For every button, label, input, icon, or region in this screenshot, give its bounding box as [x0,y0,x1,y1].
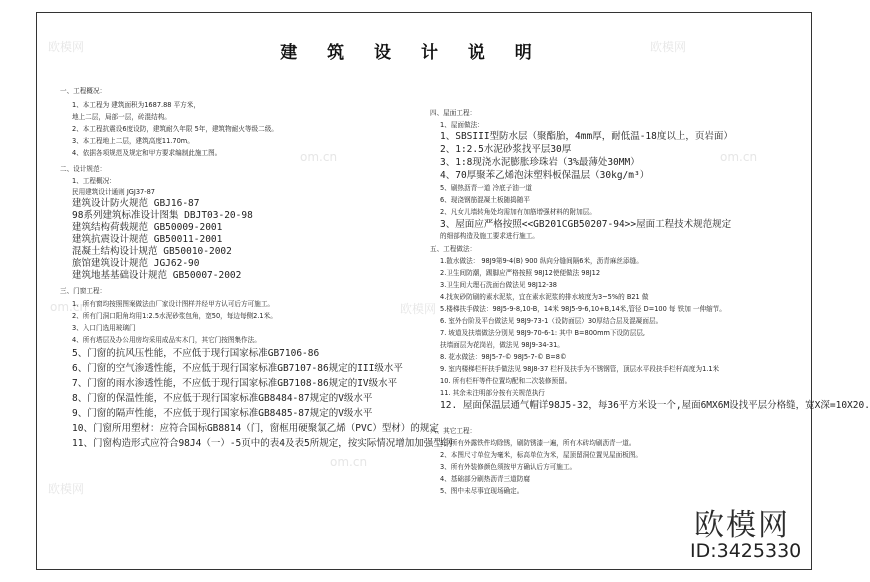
text-line: 5、图中未尽事宜现场确定。 [440,487,524,495]
text-line: 6. 室外台阶及平台做法见 98J9-73-1（设防面层）30厚结合层及混凝面层。 [440,317,663,325]
text-line: 1、本工程为 建筑面积为1687.88 平方米， [72,101,200,109]
watermark: 欧模网 [48,40,85,54]
text-line: 建筑设计防火规范 GBJ16-87 [72,198,200,209]
text-line: 1、所有窗均按照图案做法由厂家设计图样并经甲方认可后方可施工。 [72,300,275,308]
text-line: 9、门窗的隔声性能，不应低于现行国家标准GB8485-87规定的V级水平 [72,408,373,419]
text-line: 6、现浇钢筋混凝土板随捣随平 [440,196,530,204]
text-line: 2、凡女儿墙转角处均需加有加筋增强材料的附加层。 [440,208,596,216]
text-line: 7. 坡道及扶墙做法分别见 98J9-70-6-1: 其中 B=800mm下设防层层, [440,329,646,337]
text-line: 地上二层，局部一层，砖混结构。 [72,113,171,121]
text-line: 11. 其余未注明部分按有关规范执行 [440,389,545,397]
text-line: 建筑抗震设计规范 GB50011-2001 [72,234,223,245]
section-heading: 六、其它工程： [430,427,477,435]
text-line: 3、所有外装修颜色须按甲方确认后方可施工。 [440,463,577,471]
page-title: 建 筑 设 计 说 明 [280,43,544,63]
watermark: 欧模网 [650,40,687,54]
text-line: 旅馆建筑设计规范 JGJ62-90 [72,258,200,269]
text-line: 3、入口门选用玻璃门 [72,324,136,332]
text-line: 12. 屋面保温层通气帽详98J5-32，每36平方米设一个,屋面6MX6M设找平层分格缝，宽X深=10X20. [440,400,870,411]
text-line: 8. 花水做法：98J5-7-© 98J5-7-© B=8© [440,353,567,361]
text-line: 建筑结构荷载规范 GB50009-2001 [72,222,223,233]
drawing-frame [36,12,812,570]
text-line: 10、门窗所用塑材：应符合国标GB8814（门，窗框用硬聚氯乙烯（PVC）型材）的规定 [72,423,439,434]
text-line: 11、门窗构造形式应符合98J4（一）-5页中的表4及表5所规定，按实际情况增加加强型钢 [72,438,453,449]
text-line: 3、本工程地上二层，建筑高度11.70m。 [72,137,194,145]
text-line: 建筑地基基础设计规范 GB50007-2002 [72,270,242,281]
watermark: om.cn [720,150,758,164]
text-line: 1、工程概况： [72,177,116,185]
watermark: 欧模网 [400,302,437,316]
text-line: 2、1:2.5水泥砂浆找平层30厚 [440,144,572,155]
text-line: 2、所有门洞口阳角均用1:2.5水泥砂浆包角，宽50，每边每侧2.1米。 [72,312,277,320]
text-line: 5.楼梯扶手做法：98J5-9-8,10-B，14米 98J5-9-6,10+B,14米,管径 D=100 每 铁加 一伸缩节。 [440,305,726,313]
text-line: 98系列建筑标准设计图集 DBJT03-20-98 [72,210,253,221]
brand-logo: 欧模网 [694,508,790,543]
section-heading: 四、屋面工程： [430,109,477,117]
text-line: 2、本工程抗震设6度设防，建筑耐久年限 5年，建筑物耐火等级二级。 [72,125,278,133]
section-heading: 一、工程概况： [60,87,107,95]
text-line: 4.找灰砂防刷的素水泥浆，宜在素水泥浆的排水坡度为3~5%的 B21 做 [440,293,649,301]
text-line: 扶墙面层为花岗岩，做法见 98J9-34-31。 [440,341,564,349]
text-line: 4、依据各项规范及规定和甲方要求编制此施工图。 [72,149,222,157]
text-line: 4、70厚聚苯乙烯泡沫塑料板保温层（30kg/m³） [440,170,650,181]
text-line: 2、本图尺寸单位为毫米，标高单位为米，屋顶留洞位置见屋面板图。 [440,451,643,459]
text-line: 9. 室内楼梯栏杆扶手做法见 98J8-37 栏杆及扶手为不锈钢管，顶层水平段扶手栏杆高度为1.1米 [440,365,720,373]
text-line: 1、SBSIII型防水层（聚酯胎，4mm厚，耐低温-18度以上，页岩面） [440,131,733,142]
text-line: 8、门窗的保温性能，不应低于现行国家标准GB8484-87规定的V级水平 [72,393,373,404]
text-line: 1、屋面做法： [440,121,484,129]
watermark: om.cn [330,455,368,469]
text-line: 1、所有外露铁件均除锈，刷防锈漆一遍，所有木砖均刷沥青一道。 [440,439,636,447]
watermark: 欧模网 [48,482,85,496]
text-line: 5、刷热沥青一道 冷底子油一道 [440,184,533,192]
section-heading: 五、工程做法： [430,245,477,253]
text-line: 民用建筑设计通则 JGJ37-87 [72,188,156,196]
section-heading: 二、设计规范： [60,165,107,173]
text-line: 3.卫生间大理石洗面台做法见 98J12-38 [440,281,558,289]
text-line: 4、所有塔层及办公用房均采用成品实木门，其它门按图集作法。 [72,336,261,344]
resource-id: ID:3425330 [690,540,802,562]
text-line: 10. 所有栏杆等件位置均配和二次装修预留。 [440,377,572,385]
text-line: 的细部构造及施工要求进行施工。 [440,232,539,240]
text-line: 3、1:8现浇水泥膨胀珍珠岩（3%最薄处30MM） [440,157,640,168]
text-line: 2.卫生间防潮，踢脚应严格按照 98J12使便做法 98J12 [440,269,601,277]
text-line: 4、基础部分刷热沥青三道防腐 [440,475,530,483]
watermark: om.cn [50,300,88,314]
section-heading: 三、门窗工程： [60,287,107,295]
text-line: 6、门窗的空气渗透性能，不应低于现行国家标准GB7107-86规定的III级水平 [72,363,403,374]
text-line: 3、屋面应严格按照<<GB201CGB50207-94>>屋面工程技术规范规定 [440,219,732,230]
watermark: om.cn [300,150,338,164]
text-line: 5、门窗的抗风压性能，不应低于现行国家标准GB7106-86 [72,348,320,359]
text-line: 混凝土结构设计规范 GB50010-2002 [72,246,232,257]
text-line: 7、门窗的雨水渗透性能，不应低于现行国家标准GB7108-86规定的IV级水平 [72,378,398,389]
text-line: 1.散水做法： 98J9第9-4(B) 900 纵向分缝间隔6米，沥青麻丝添缝。 [440,257,643,265]
